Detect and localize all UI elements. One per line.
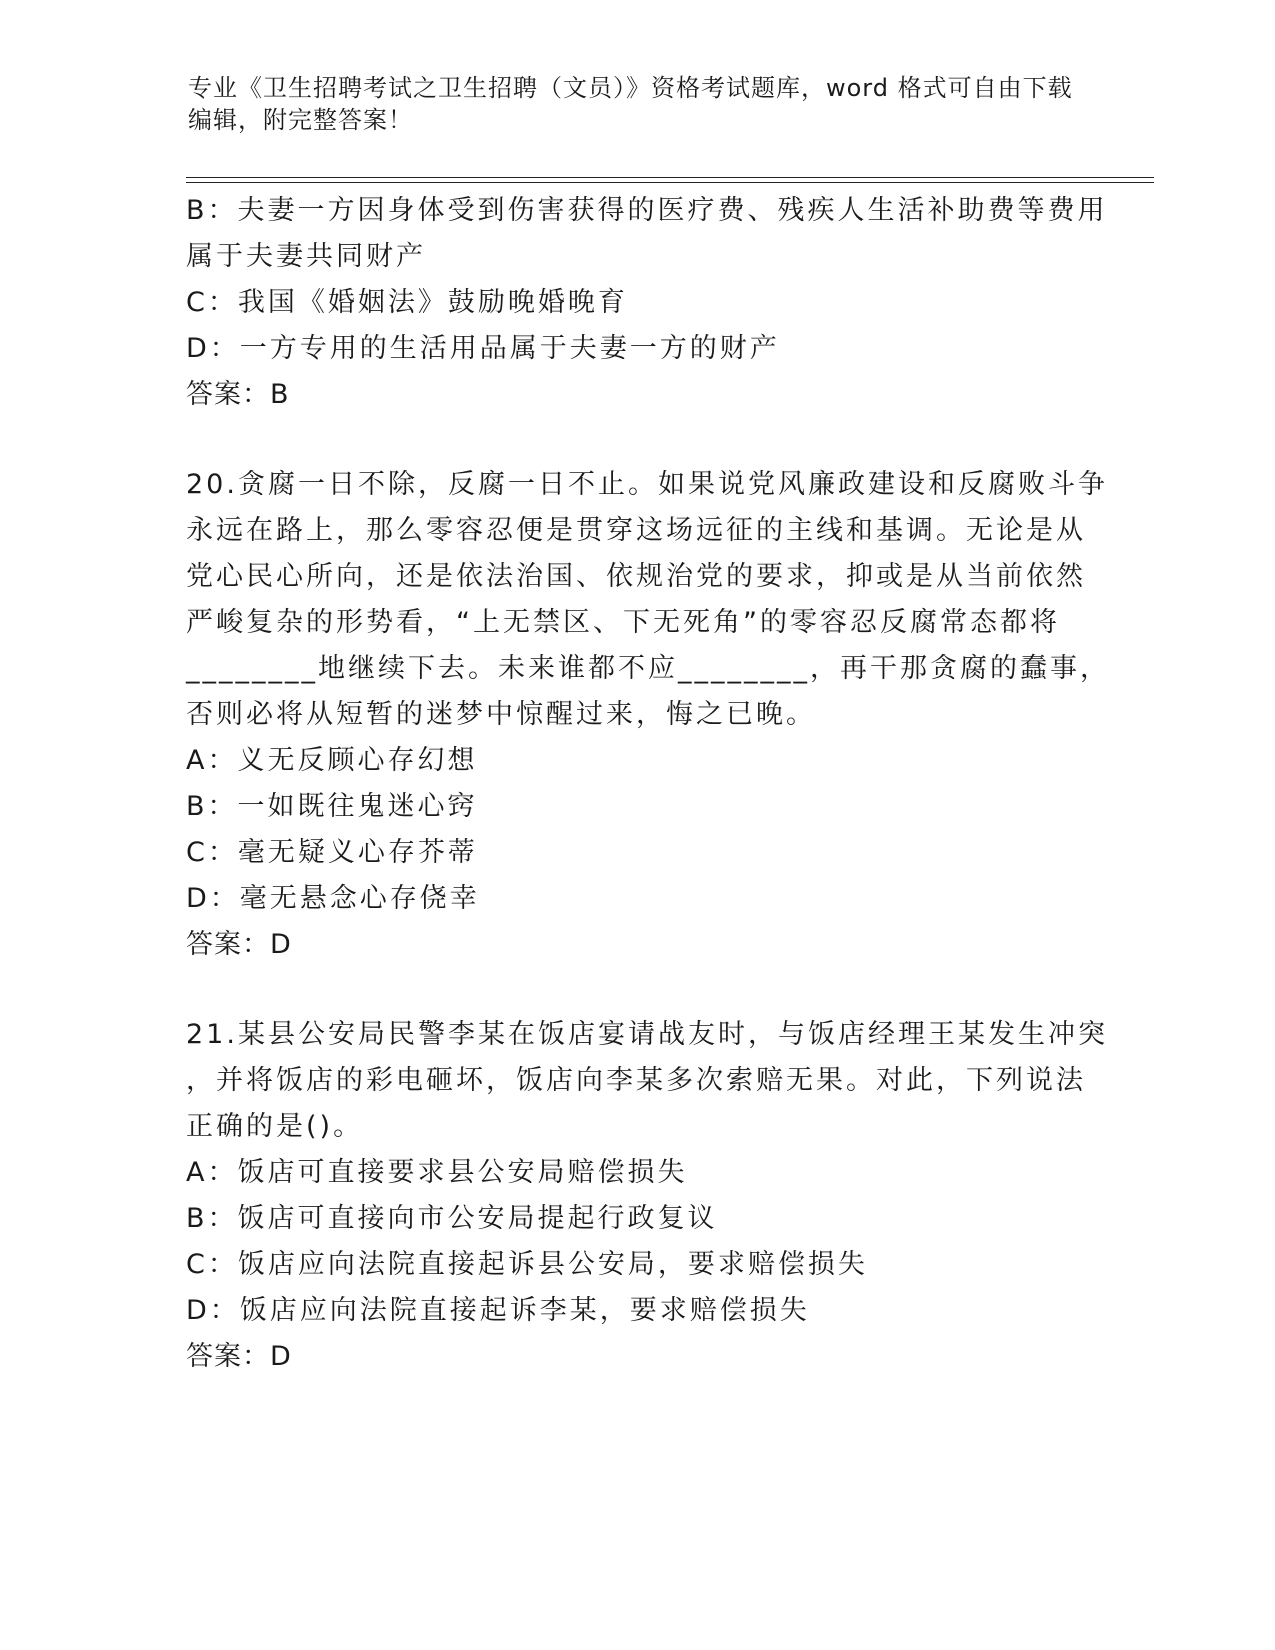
page-header [188, 72, 1088, 136]
header-divider-bottom [186, 182, 1154, 183]
q19-option-b-line-1: B：夫妻一方因身体受到伤害获得的医疗费、残疾人生活补助费等费用 [186, 195, 1108, 226]
header-line-2: 编辑，附完整答案！ [188, 106, 413, 134]
question-19-tail [186, 188, 1106, 418]
q21-option-b: B：饭店可直接向市公安局提起行政复议 [186, 1203, 718, 1234]
q20-stem-line-3: 党心民心所向，还是依法治国、依规治党的要求，抑或是从当前依然 [186, 561, 1086, 592]
spacer [186, 418, 1106, 462]
q20-option-a: A：义无反顾心存幻想 [186, 745, 478, 776]
header-divider-top [186, 177, 1154, 178]
spacer [186, 968, 1106, 1012]
q19-answer: 答案：B [186, 379, 290, 410]
question-content [186, 188, 1110, 1380]
q19-option-c: C：我国《婚姻法》鼓励晚婚晚育 [186, 287, 628, 318]
q20-stem-line-2: 永远在路上，那么零容忍便是贯穿这场远征的主线和基调。无论是从 [186, 515, 1086, 546]
q21-answer: 答案：D [186, 1341, 292, 1372]
header-line-1: 专业《卫生招聘考试之卫生招聘（文员）》资格考试题库，word 格式可自由下载 [188, 74, 1073, 102]
q20-stem-line-6: 否则必将从短暂的迷梦中惊醒过来，悔之已晚。 [186, 699, 816, 730]
q21-stem-line-1: 21.某县公安局民警李某在饭店宴请战友时，与饭店经理王某发生冲突 [186, 1019, 1108, 1050]
q21-stem-line-2: ，并将饭店的彩电砸坏，饭店向李某多次索赔无果。对此，下列说法 [186, 1065, 1086, 1096]
question-21 [186, 1012, 1106, 1380]
q21-option-c: C：饭店应向法院直接起诉县公安局，要求赔偿损失 [186, 1249, 868, 1280]
q20-stem-line-5: ________地继续下去。未来谁都不应________，再干那贪腐的蠢事， [186, 653, 1110, 684]
q21-option-d: D：饭店应向法院直接起诉李某，要求赔偿损失 [186, 1295, 810, 1326]
question-20 [186, 462, 1110, 968]
q20-option-b: B：一如既往鬼迷心窍 [186, 791, 478, 822]
q20-answer: 答案：D [186, 929, 292, 960]
q21-stem-line-3: 正确的是()。 [186, 1111, 364, 1142]
q19-option-b-line-2: 属于夫妻共同财产 [186, 241, 426, 272]
q21-option-a: A：饭店可直接要求县公安局赔偿损失 [186, 1157, 688, 1188]
q20-option-c: C：毫无疑义心存芥蒂 [186, 837, 478, 868]
q20-stem-line-1: 20.贪腐一日不除，反腐一日不止。如果说党风廉政建设和反腐败斗争 [186, 469, 1108, 500]
q20-option-d: D：毫无悬念心存侥幸 [186, 883, 480, 914]
q20-stem-line-4: 严峻复杂的形势看，“上无禁区、下无死角”的零容忍反腐常态都将 [186, 607, 1060, 638]
q19-option-d: D：一方专用的生活用品属于夫妻一方的财产 [186, 333, 780, 364]
